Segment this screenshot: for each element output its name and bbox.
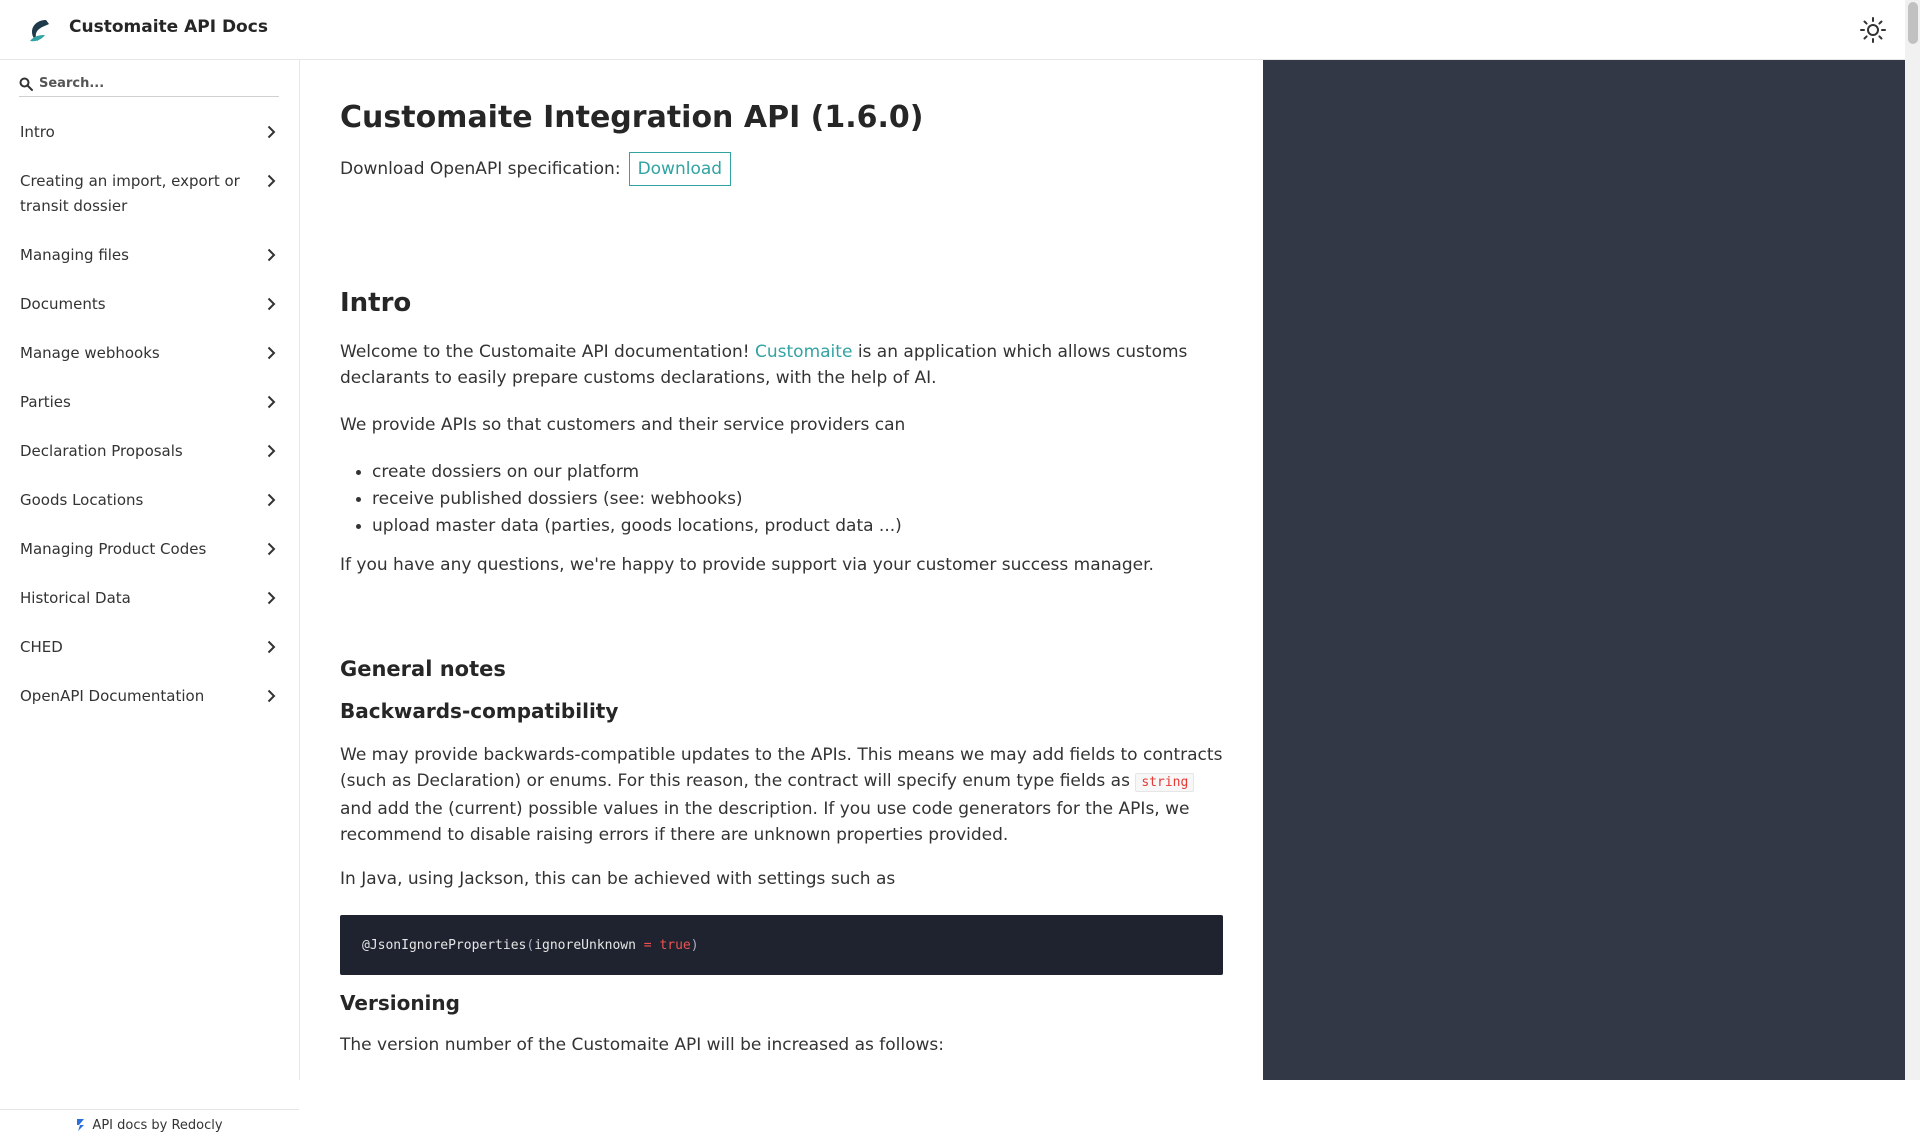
sidebar-item-intro[interactable]: [0, 108, 299, 157]
list-item: receive published dossiers (see: webhooks): [372, 486, 1222, 512]
redocly-logo-icon: [76, 1118, 86, 1132]
search-icon: [19, 77, 33, 91]
top-header: [0, 0, 1920, 60]
page-title: Customaite Integration API (1.6.0): [340, 100, 924, 135]
chevron-right-icon: [263, 394, 279, 410]
chevron-right-icon: [263, 639, 279, 655]
download-button[interactable]: Download: [629, 152, 732, 186]
chevron-right-icon: [263, 345, 279, 361]
scrollbar-thumb[interactable]: [1908, 2, 1918, 44]
sidebar-nav: [0, 108, 299, 721]
right-code-panel: [1263, 60, 1905, 1080]
sidebar-item-managing-product-codes[interactable]: [0, 525, 299, 574]
intro-paragraph-2: We provide APIs so that customers and their service providers can: [340, 415, 906, 435]
download-spec-text: Download OpenAPI specification:: [340, 159, 621, 179]
sidebar-item-goods-locations[interactable]: [0, 476, 299, 525]
code-operator: =: [635, 937, 660, 953]
chevron-right-icon: [263, 124, 279, 140]
sidebar-item-ched[interactable]: [0, 623, 299, 672]
intro-paragraph-1: [340, 339, 1223, 391]
sidebar-item-manage-webhooks[interactable]: [0, 329, 299, 378]
sidebar-item-historical-data[interactable]: [0, 574, 299, 623]
code-value: true: [659, 937, 691, 953]
inline-code-string: string: [1135, 773, 1194, 792]
redocly-footer-label: API docs by Redocly: [92, 1117, 223, 1133]
sidebar-item-label: Intro: [20, 123, 55, 141]
sidebar-item-managing-files[interactable]: [0, 231, 299, 280]
redocly-footer-link[interactable]: [0, 1109, 299, 1140]
intro-p1-before: Welcome to the Customaite API documentation!: [340, 342, 756, 362]
sidebar-item-openapi-documentation[interactable]: [0, 672, 299, 721]
sidebar-item-label: CHED: [20, 638, 63, 656]
backwards-compatibility-heading: Backwards-compatibility: [340, 699, 619, 723]
download-row: [340, 152, 731, 186]
customaite-logo-icon[interactable]: [24, 14, 56, 46]
search-box: [19, 69, 279, 97]
sidebar-item-documents[interactable]: [0, 280, 299, 329]
intro-p1-after: is an application which allows customs declarants to easily prepare customs declarations, with the help of AI.: [340, 342, 1188, 388]
sidebar-item-label: Historical Data: [20, 589, 131, 607]
customaite-link[interactable]: Customaite: [755, 342, 853, 362]
sidebar: [0, 60, 300, 1133]
sidebar-item-declaration-proposals[interactable]: [0, 427, 299, 476]
intro-heading: Intro: [340, 288, 412, 318]
chevron-right-icon: [263, 247, 279, 263]
chevron-right-icon: [263, 590, 279, 606]
code-close-paren: ): [690, 937, 699, 953]
sidebar-item-label: Managing Product Codes: [20, 540, 207, 558]
code-annotation: @JsonIgnoreProperties: [362, 937, 527, 953]
chevron-right-icon: [263, 492, 279, 508]
sidebar-item-creating-dossier[interactable]: [0, 157, 299, 231]
chevron-right-icon: [263, 688, 279, 704]
sidebar-item-label: Creating an import, export or transit dossier: [20, 172, 240, 215]
sun-icon[interactable]: [1858, 15, 1888, 45]
versioning-heading: Versioning: [340, 991, 460, 1015]
chevron-right-icon: [263, 296, 279, 312]
code-param: ignoreUnknown: [534, 937, 636, 953]
sidebar-item-label: Manage webhooks: [20, 344, 160, 362]
code-open-paren: (: [526, 937, 535, 953]
intro-bullet-list: [372, 459, 1222, 540]
list-item: upload master data (parties, goods locations, product data ...): [372, 513, 1222, 539]
general-notes-heading: General notes: [340, 657, 506, 681]
sidebar-item-label: Managing files: [20, 246, 129, 264]
versioning-paragraph: The version number of the Customaite API will be increased as follows:: [340, 1035, 945, 1055]
bc-p1-before: We may provide backwards-compatible updates to the APIs. This means we may add fields to contracts (such as Declaration) or enums. For this reason, the contract will specify enum type fields as: [340, 745, 1223, 791]
sidebar-item-parties[interactable]: [0, 378, 299, 427]
list-item: create dossiers on our platform: [372, 459, 1222, 485]
backwards-paragraph-1: [340, 742, 1223, 848]
app-title[interactable]: Customaite API Docs: [69, 17, 268, 37]
sidebar-item-label: Parties: [20, 393, 71, 411]
sidebar-item-label: OpenAPI Documentation: [20, 687, 205, 705]
backwards-paragraph-2: In Java, using Jackson, this can be achieved with settings such as: [340, 869, 896, 889]
sidebar-item-label: Goods Locations: [20, 491, 144, 509]
sidebar-item-label: Documents: [20, 295, 106, 313]
sidebar-item-label: Declaration Proposals: [20, 442, 183, 460]
intro-paragraph-3: If you have any questions, we're happy to provide support via your customer success manager.: [340, 555, 1154, 575]
chevron-right-icon: [263, 173, 279, 189]
page-scrollbar[interactable]: [1905, 0, 1920, 1080]
chevron-right-icon: [263, 541, 279, 557]
chevron-right-icon: [263, 443, 279, 459]
bc-p1-after: and add the (current) possible values in the description. If you use code generators for the APIs, we recommend to disable raising errors if there are unknown properties provided.: [340, 799, 1190, 845]
search-input[interactable]: [39, 71, 277, 95]
code-block[interactable]: [340, 915, 1223, 975]
